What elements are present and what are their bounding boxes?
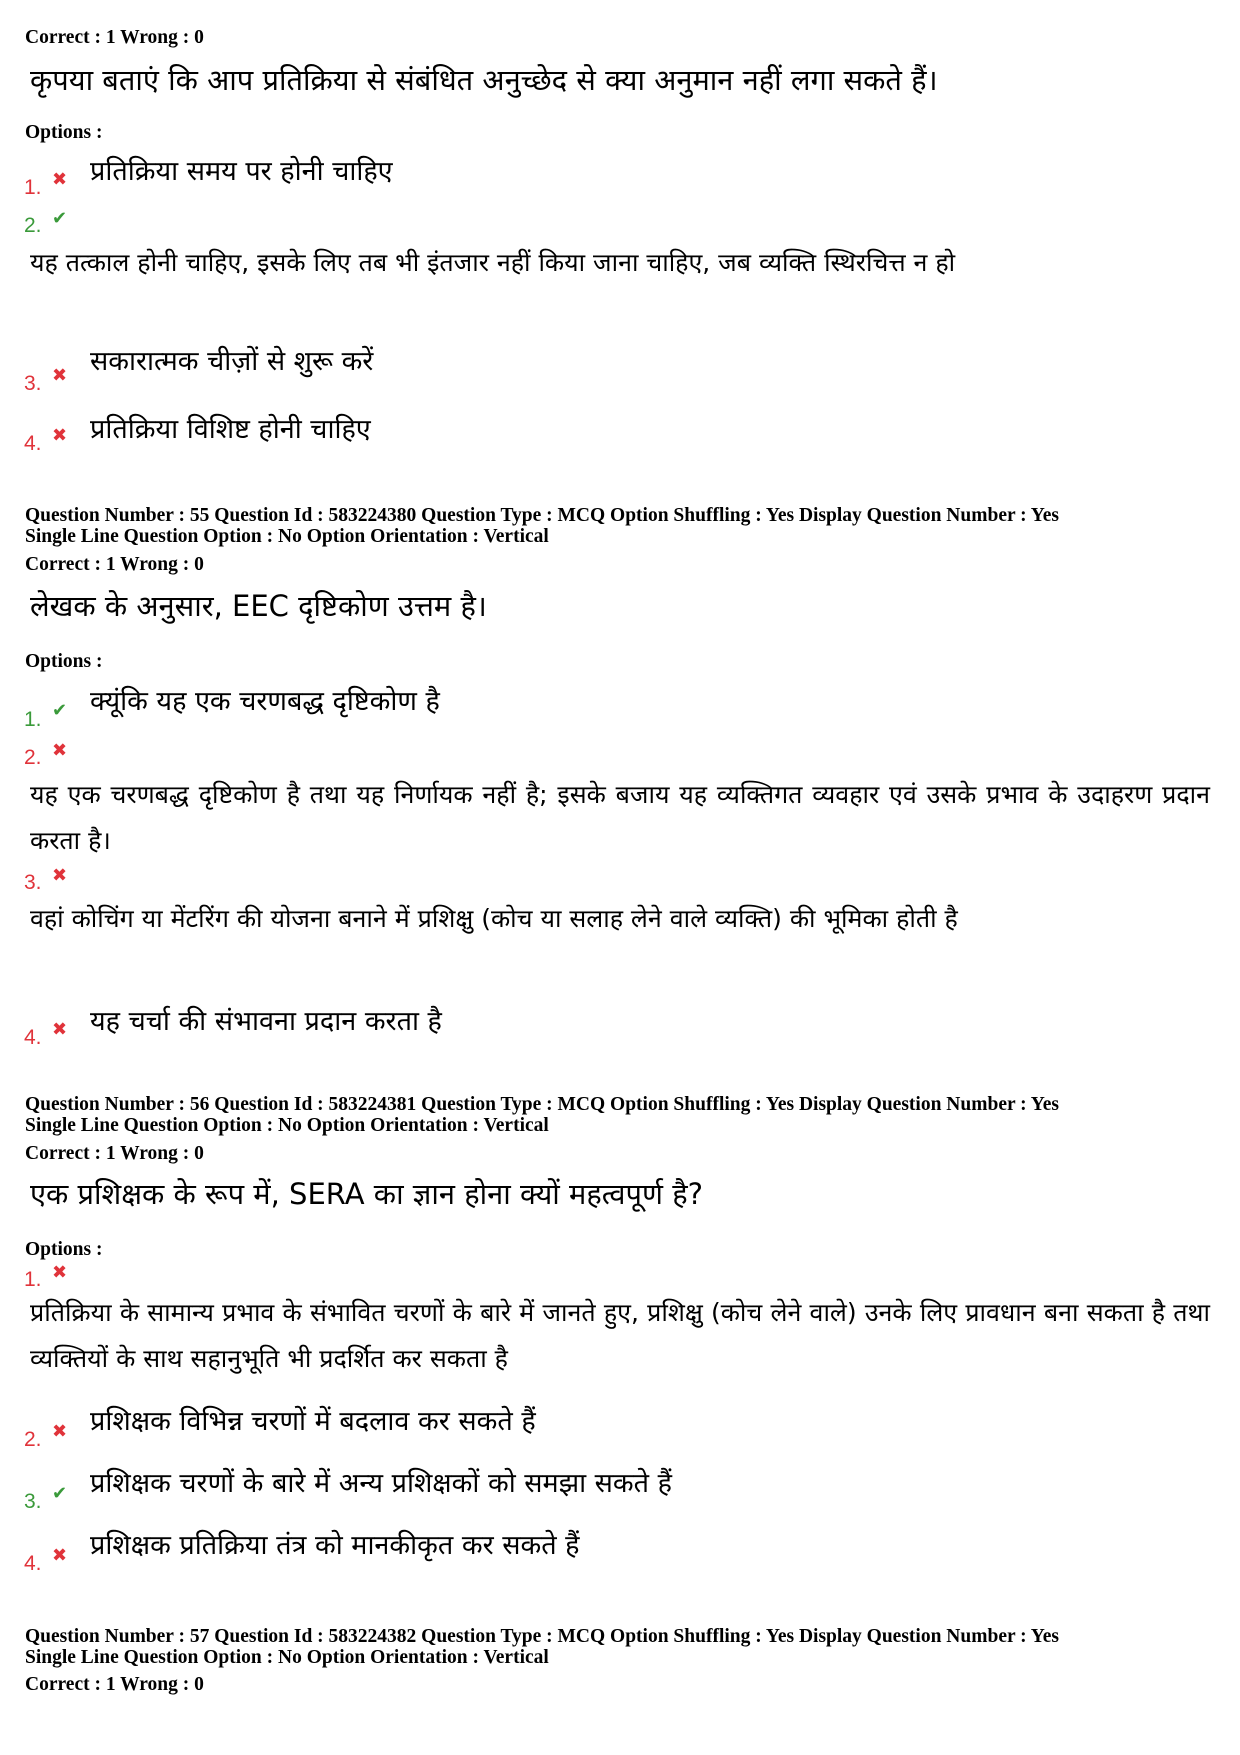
option-text: प्रशिक्षक विभिन्न चरणों में बदलाव कर सकते हैं — [90, 1406, 536, 1437]
question-text: लेखक के अनुसार, EEC दृष्टिकोण उत्तम है। — [30, 589, 487, 623]
score-line: Correct : 1 Wrong : 0 — [25, 554, 204, 575]
question-text: एक प्रशिक्षक के रूप में, SERA का ज्ञान होना क्यों महत्वपूर्ण है? — [30, 1177, 704, 1211]
cross-mark-icon: ✖ — [52, 169, 68, 190]
cross-mark-icon: ✖ — [52, 1545, 68, 1566]
option-number: 3. — [24, 871, 42, 894]
question-meta: Single Line Question Option : No Option Orientation : Vertical — [25, 1647, 549, 1668]
cross-mark-icon: ✖ — [52, 740, 68, 761]
option-number: 4. — [24, 1026, 42, 1049]
option-text: यह तत्काल होनी चाहिए, इसके लिए तब भी इंतजार नहीं किया जाना चाहिए, जब व्यक्ति स्थिरचित्त न हो — [30, 248, 956, 277]
option-number: 4. — [24, 1552, 42, 1575]
score-line: Correct : 1 Wrong : 0 — [25, 1674, 204, 1695]
check-mark-icon: ✔ — [52, 700, 68, 721]
options-label: Options : — [25, 1239, 103, 1260]
question-meta: Single Line Question Option : No Option Orientation : Vertical — [25, 526, 549, 547]
option-text: यह एक चरणबद्ध दृष्टिकोण है तथा यह निर्णायक नहीं है; इसके बजाय यह व्यक्तिगत व्यवहार एवं उसके प्रभाव के उदाहरण प्रदान करता है। — [30, 780, 1210, 855]
option-text: प्रतिक्रिया समय पर होनी चाहिए — [90, 156, 393, 187]
option-number: 1. — [24, 1268, 42, 1291]
option-number: 1. — [24, 176, 42, 199]
option-number: 2. — [24, 746, 42, 769]
option-number: 4. — [24, 432, 42, 455]
score-line: Correct : 1 Wrong : 0 — [25, 27, 204, 48]
question-meta: Single Line Question Option : No Option Orientation : Vertical — [25, 1115, 549, 1136]
cross-mark-icon: ✖ — [52, 425, 68, 446]
cross-mark-icon: ✖ — [52, 865, 68, 886]
cross-mark-icon: ✖ — [52, 1421, 68, 1442]
option-text: यह चर्चा की संभावना प्रदान करता है — [90, 1006, 442, 1037]
option-text: प्रतिक्रिया के सामान्य प्रभाव के संभावित चरणों के बारे में जानते हुए, प्रशिक्षु (कोच लेने वाले) उनके लिए प्रावधान बना सकता है तथा व्यक्तियों के साथ सहानुभूति भी प्रदर्शित कर सकता है — [30, 1298, 1210, 1373]
option-text: प्रशिक्षक प्रतिक्रिया तंत्र को मानकीकृत कर सकते हैं — [90, 1530, 580, 1561]
check-mark-icon: ✔ — [52, 1483, 68, 1504]
score-line: Correct : 1 Wrong : 0 — [25, 1143, 204, 1164]
option-text: वहां कोचिंग या मेंटरिंग की योजना बनाने में प्रशिक्षु (कोच या सलाह लेने वाले व्यक्ति) की भूमिका होती है — [30, 904, 958, 933]
option-text: प्रतिक्रिया विशिष्ट होनी चाहिए — [90, 414, 371, 445]
cross-mark-icon: ✖ — [52, 1019, 68, 1040]
option-text: क्यूंकि यह एक चरणबद्ध दृष्टिकोण है — [90, 686, 440, 717]
option-text: प्रशिक्षक चरणों के बारे में अन्य प्रशिक्षकों को समझा सकते हैं — [90, 1468, 672, 1499]
option-number: 3. — [24, 372, 42, 395]
question-meta: Question Number : 56 Question Id : 583224381 Question Type : MCQ Option Shuffling : Yes Display Question Number : Yes — [25, 1094, 1059, 1115]
options-label: Options : — [25, 122, 103, 143]
check-mark-icon: ✔ — [52, 208, 68, 229]
option-number: 1. — [24, 708, 42, 731]
option-number: 2. — [24, 214, 42, 237]
option-number: 2. — [24, 1428, 42, 1451]
question-text: कृपया बताएं कि आप प्रतिक्रिया से संबंधित अनुच्छेद से क्या अनुमान नहीं लगा सकते हैं। — [30, 63, 938, 97]
cross-mark-icon: ✖ — [52, 365, 68, 386]
option-text: सकारात्मक चीज़ों से शुरू करें — [90, 346, 374, 377]
options-label: Options : — [25, 651, 103, 672]
cross-mark-icon: ✖ — [52, 1262, 68, 1283]
question-meta: Question Number : 55 Question Id : 583224380 Question Type : MCQ Option Shuffling : Yes Display Question Number : Yes — [25, 505, 1059, 526]
question-meta: Question Number : 57 Question Id : 583224382 Question Type : MCQ Option Shuffling : Yes Display Question Number : Yes — [25, 1626, 1059, 1647]
option-number: 3. — [24, 1490, 42, 1513]
